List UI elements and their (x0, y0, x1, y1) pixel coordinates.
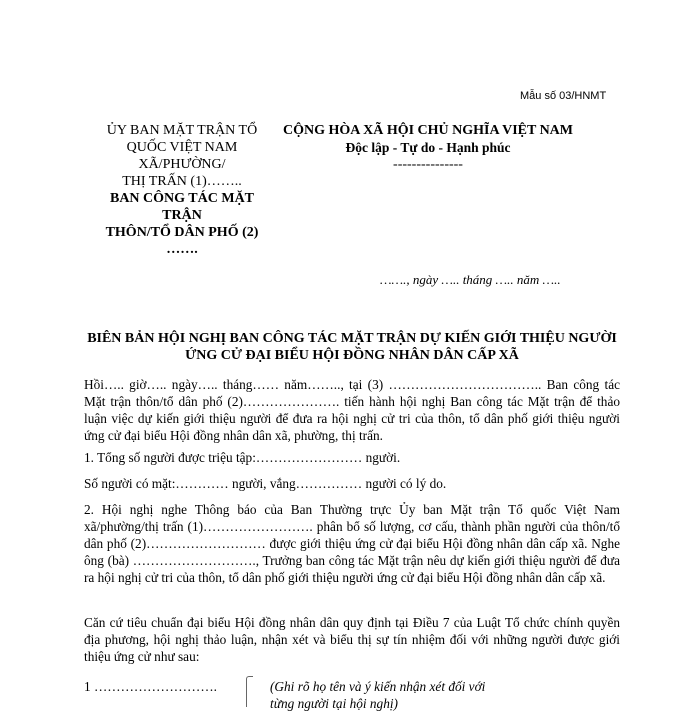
left-header-line-6: TRẬN (162, 208, 202, 223)
bracket-mark (246, 676, 253, 707)
summoned-count-paragraph: 1. Tổng số người được triệu tập:…………………… người. (84, 450, 401, 465)
country-name: CỘNG HÒA XÃ HỘI CHỦ NGHĨA VIỆT NAM (282, 123, 573, 138)
criteria-paragraph: Căn cứ tiêu chuẩn đại biểu Hội đồng nhân dân quy định tại Điều 7 của Luật Tổ chức chính quyền địa phương, hội nghị thảo luận, nhận xét và biểu thị sự tín nhiệm đối với những người được giới thiệu ứng cử như sau: (84, 615, 620, 664)
left-header-line-1: ỦY BAN MẶT TRẬN TỔ (106, 123, 258, 138)
announcement-paragraph: 2. Hội nghị nghe Thông báo của Ban Thường trực Ủy ban Mặt trận Tổ quốc Việt Nam xã/phường/thị trấn (1)……………………. phân bổ số lượng, cơ cấu, thành phần người của thôn/tổ dân phố (2)……………………… được giới thiệu ứng cử đại biểu Hội đồng nhân dân cấp xã. Nghe ông (bà) ………………………., Trưởng ban công tác Mặt trận nêu dự kiến giới thiệu người để đưa ra hội nghị cử tri của thôn, tổ dân phố giới thiệu người ứng cử đại biểu Hội đồng nhân dân cấp xã. (84, 502, 620, 585)
left-header-line-7: THÔN/TỔ DÂN PHỐ (2) (105, 225, 259, 240)
issuing-organization-header (82, 122, 282, 258)
national-motto: Độc lập - Tự do - Hạnh phúc (345, 140, 511, 155)
candidate-note (270, 678, 520, 712)
candidate-note-line-2: từng người tại hội nghị) (270, 696, 398, 711)
left-header-line-4: THỊ TRẤN (1)…….. (122, 174, 242, 189)
header-separator: --------------- (393, 157, 463, 172)
left-header-line-5: BAN CÔNG TÁC MẶT (109, 191, 255, 206)
form-number: Mẫu số 03/HNMT (520, 90, 607, 102)
left-header-line-2: QUỐC VIỆT NAM (126, 140, 238, 155)
place-date-line: ……., ngày ….. tháng ….. năm ….. (380, 272, 561, 287)
opening-paragraph: Hồi….. giờ….. ngày….. tháng…… năm…….., tại (3) …………………………….. Ban công tác Mặt trận thôn/tổ dân phố (2)…………………. tiến hành hội nghị Ban công tác Mặt trận để thảo luận việc dự kiến giới thiệu người để đưa ra hội nghị cử tri của thôn, tổ dân phố giới thiệu người ứng cử đại biểu Hội đồng nhân dân xã, phường, thị trấn. (84, 377, 620, 443)
document-title-line-1: BIÊN BẢN HỘI NGHỊ BAN CÔNG TÁC MẶT TRẬN DỰ KIẾN GIỚI THIỆU NGƯỜI (87, 331, 617, 346)
document-title-line-2: ỨNG CỬ ĐẠI BIỂU HỘI ĐỒNG NHÂN DÂN CẤP XÃ (185, 348, 519, 363)
left-header-line-3: XÃ/PHƯỜNG/ (138, 157, 226, 172)
left-header-line-8: ……. (166, 242, 198, 257)
candidate-list-item-1: 1 ………………………. (84, 679, 217, 694)
national-motto-header (268, 122, 588, 173)
document-title (84, 330, 620, 364)
candidate-note-line-1: (Ghi rõ họ tên và ý kiến nhận xét đối với (270, 679, 486, 694)
attendance-paragraph: Số người có mặt:………… người, vắng…………… người có lý do. (84, 476, 447, 491)
